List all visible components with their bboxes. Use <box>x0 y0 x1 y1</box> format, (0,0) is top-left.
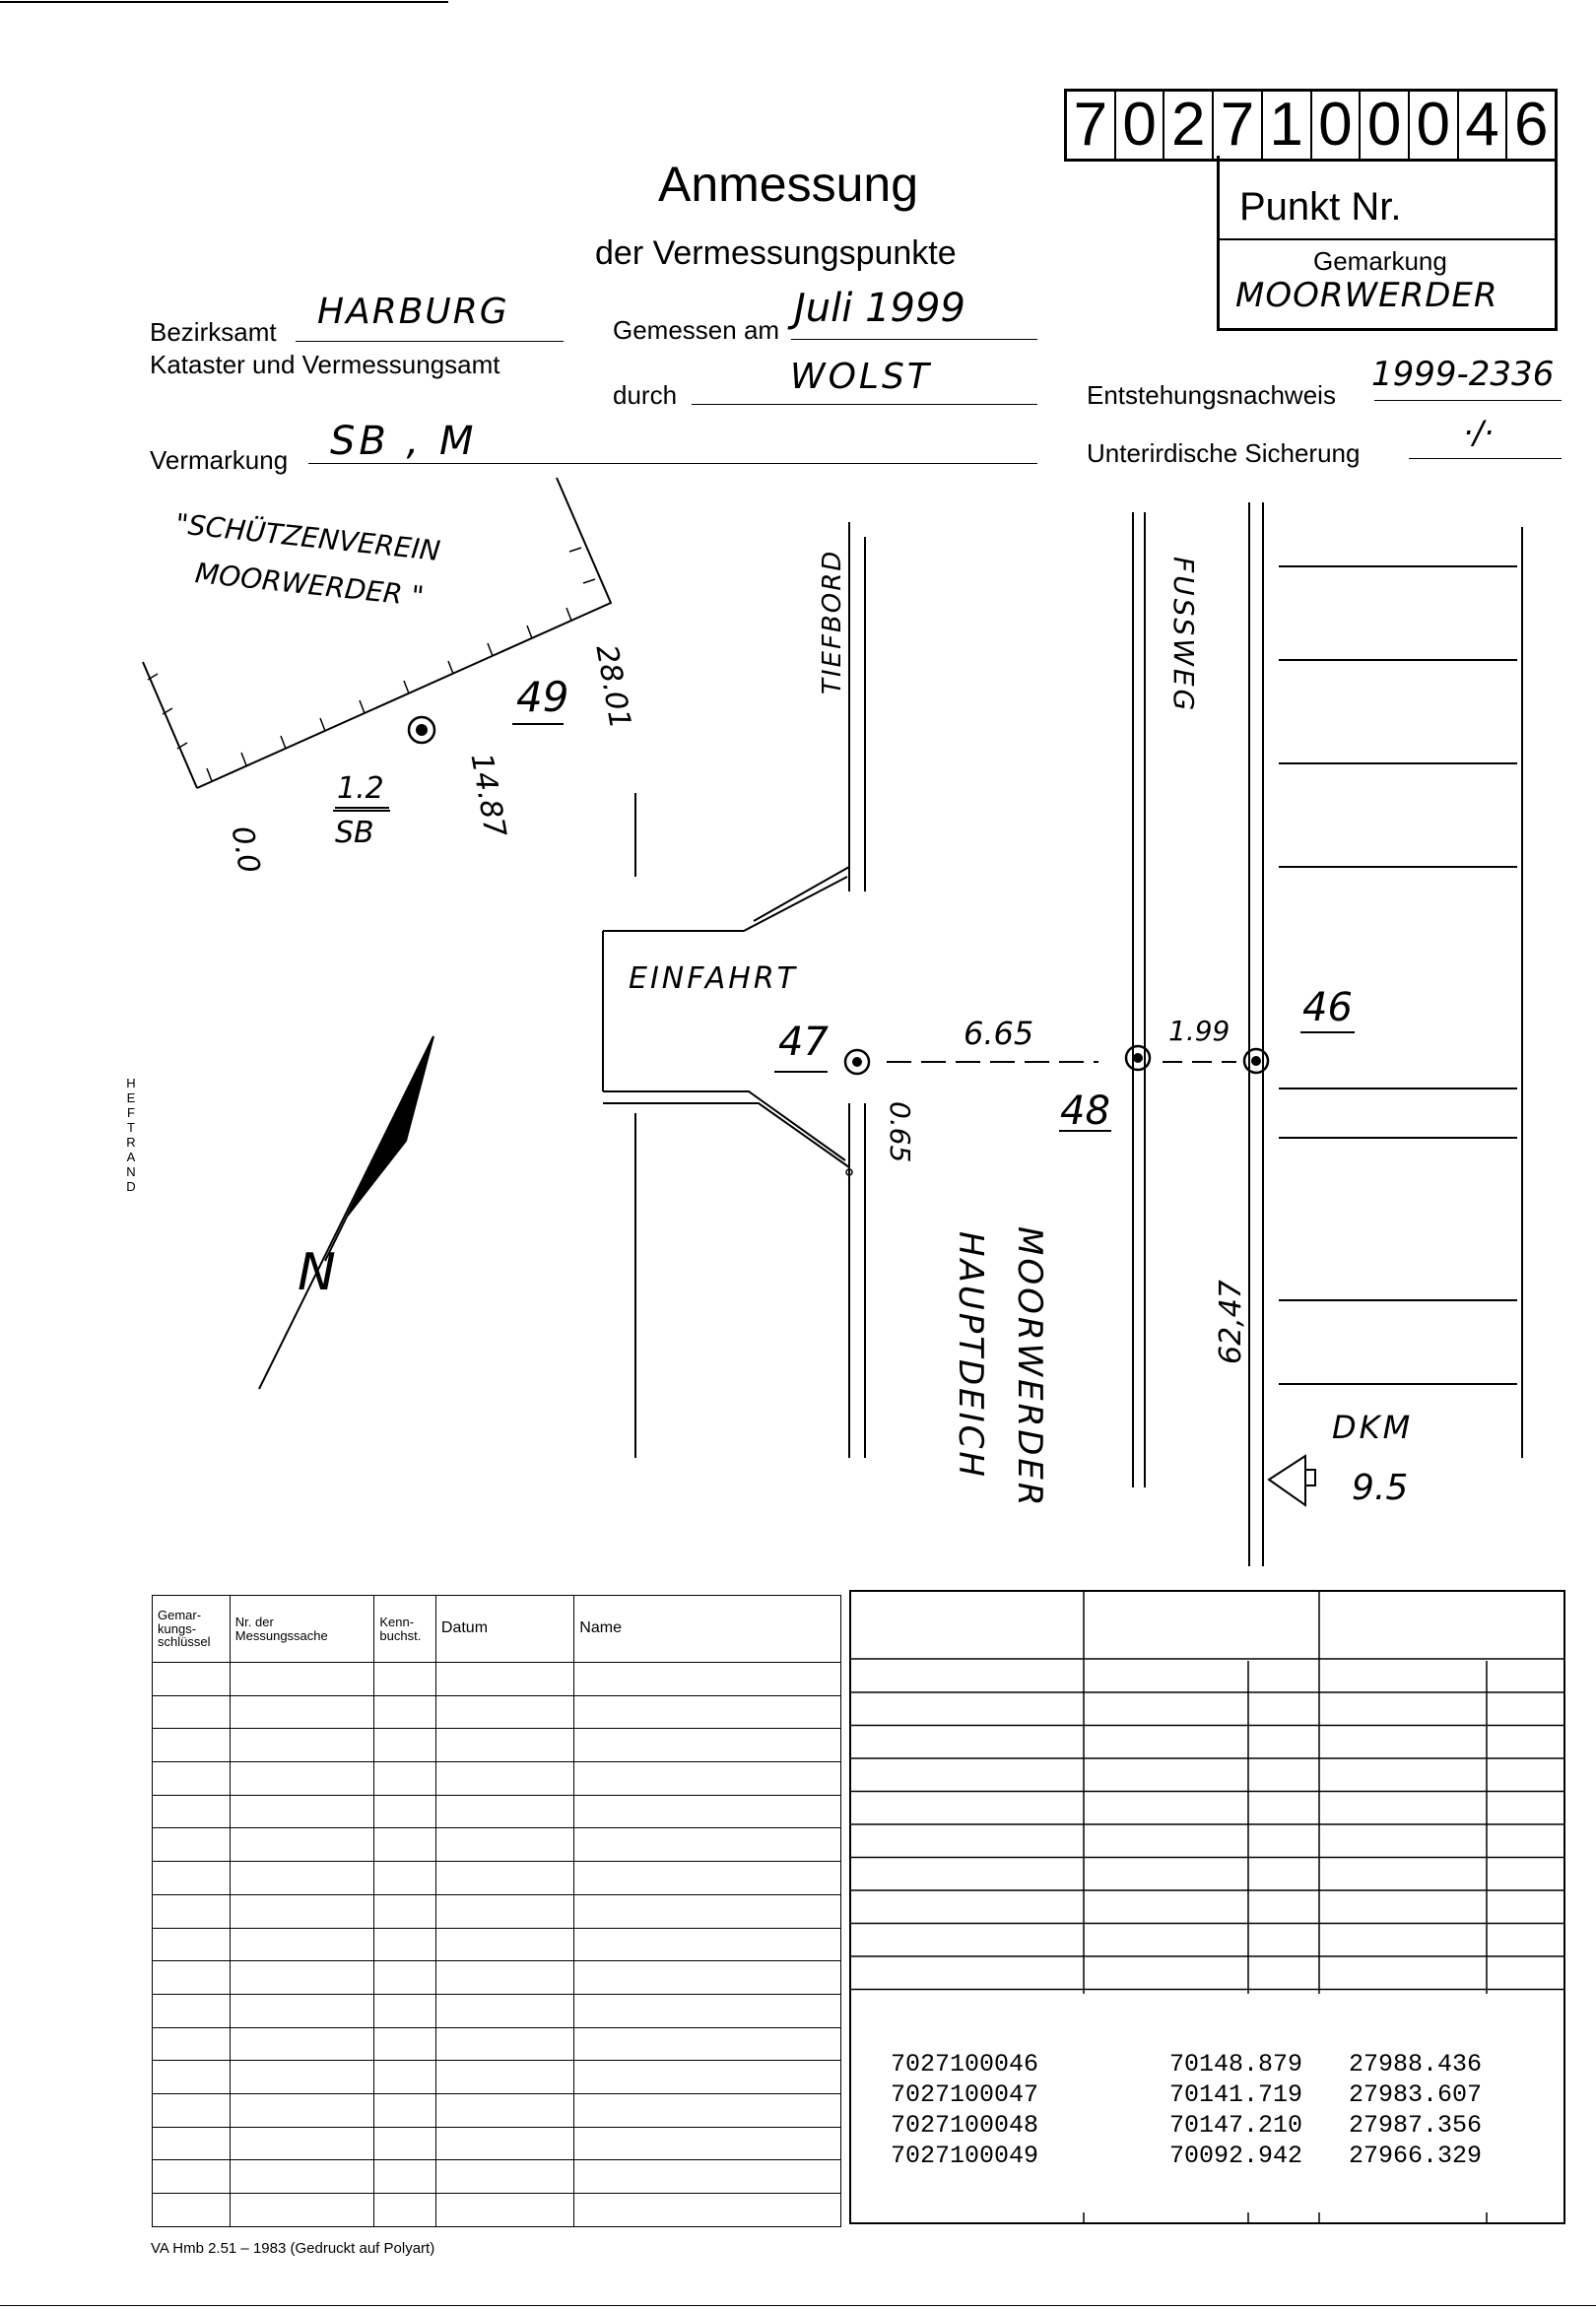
table-cell[interactable] <box>574 2093 841 2127</box>
table-cell[interactable] <box>435 2160 573 2194</box>
verein-label-line2: MOORWERDER " <box>193 557 426 614</box>
coord-x: 70147.210 <box>1169 2111 1303 2140</box>
coord-id: 7027100047 <box>891 2080 1039 2109</box>
entstehung-value: 1999-2336 <box>1371 355 1555 394</box>
bezirksamt-line <box>296 341 564 342</box>
table-cell[interactable] <box>153 1894 231 1928</box>
table-cell[interactable] <box>374 1795 436 1828</box>
gemessen-label: Gemessen am <box>613 315 780 345</box>
punkt-digit: 0 <box>1408 92 1457 159</box>
table-cell[interactable] <box>230 2061 374 2094</box>
dist-1-2: 1.2 <box>337 771 384 806</box>
table-cell[interactable] <box>435 2093 573 2127</box>
table-row <box>153 2160 841 2194</box>
table-cell[interactable] <box>574 1862 841 1895</box>
register-header: Kenn- buchst. <box>374 1596 436 1663</box>
table-cell[interactable] <box>230 1894 374 1928</box>
verein-label-line1: "SCHÜTZENVEREIN <box>173 507 442 568</box>
table-row <box>153 2194 841 2227</box>
table-cell[interactable] <box>574 1928 841 1961</box>
table-cell[interactable] <box>230 1928 374 1961</box>
unterirdisch-line <box>1409 458 1562 459</box>
table-cell[interactable] <box>374 2194 436 2227</box>
table-cell[interactable] <box>435 1729 573 1762</box>
coordinate-row <box>891 2049 1521 2079</box>
table-cell[interactable] <box>230 1994 374 2027</box>
table-cell[interactable] <box>435 1961 573 1995</box>
table-cell[interactable] <box>153 1729 231 1762</box>
register-header: Nr. der Messungssache <box>230 1596 374 1663</box>
property-boundary-left <box>143 662 197 788</box>
coordinate-row <box>891 2141 1521 2171</box>
table-cell[interactable] <box>574 1795 841 1828</box>
table-cell[interactable] <box>230 1795 374 1828</box>
table-cell[interactable] <box>574 1961 841 1995</box>
point-47-label: 47 <box>778 1020 829 1065</box>
gemarkung-label: Gemarkung <box>1313 246 1447 276</box>
dist-0-65: 0.65 <box>884 1101 916 1163</box>
table-cell[interactable] <box>230 2027 374 2061</box>
table-row <box>153 1928 841 1961</box>
register-table <box>152 1595 841 2227</box>
coord-y: 27966.329 <box>1349 2142 1483 2170</box>
table-cell[interactable] <box>374 1894 436 1928</box>
table-cell[interactable] <box>574 1762 841 1796</box>
dkm-value: 9.5 <box>1352 1468 1409 1508</box>
punkt-number-box <box>1064 89 1558 162</box>
durch-line <box>692 404 1037 405</box>
einfahrt-label: EINFAHRT <box>629 961 798 996</box>
gemarkung-value: MOORWERDER <box>1235 276 1498 315</box>
punkt-info-box <box>1217 156 1558 331</box>
table-cell[interactable] <box>374 1862 436 1895</box>
survey-points <box>409 717 1268 1175</box>
table-cell[interactable] <box>435 1994 573 2027</box>
table-cell[interactable] <box>435 2127 573 2160</box>
table-cell[interactable] <box>574 2061 841 2094</box>
table-cell[interactable] <box>153 2160 231 2194</box>
punkt-label: Punkt Nr. <box>1239 185 1402 229</box>
bottom-edge-line <box>0 2305 1596 2306</box>
table-cell[interactable] <box>374 1663 436 1696</box>
punkt-digit: 2 <box>1163 92 1212 159</box>
coordinate-box <box>849 1590 1565 2224</box>
table-cell[interactable] <box>230 1729 374 1762</box>
table-row <box>153 1894 841 1928</box>
durch-value: WOLST <box>790 357 932 397</box>
table-cell[interactable] <box>153 2093 231 2127</box>
point-46-label: 46 <box>1302 985 1353 1030</box>
table-cell[interactable] <box>435 2061 573 2094</box>
table-cell[interactable] <box>374 2093 436 2127</box>
table-cell[interactable] <box>574 1695 841 1729</box>
punkt-digit: 1 <box>1261 92 1310 159</box>
point-49-label: 49 <box>516 673 569 721</box>
coordinate-list <box>891 2049 1521 2171</box>
vermarkung-value: SB , M <box>330 419 478 464</box>
table-cell[interactable] <box>574 1828 841 1862</box>
fussweg-label: FUSSWEG <box>1167 557 1200 714</box>
tiefbord-label: TIEFBORD <box>818 549 847 694</box>
punkt-digit: 6 <box>1505 92 1555 159</box>
table-cell[interactable] <box>435 1795 573 1828</box>
table-row <box>153 2093 841 2127</box>
table-row <box>153 2061 841 2094</box>
bezirksamt-value: HARBURG <box>317 292 509 332</box>
table-cell[interactable] <box>374 2027 436 2061</box>
dist-28-01: 28.01 <box>588 642 637 732</box>
table-cell[interactable] <box>435 1663 573 1696</box>
page-title: Anmessung <box>658 157 919 212</box>
table-cell[interactable] <box>574 2160 841 2194</box>
table-row <box>153 1729 841 1762</box>
table-row <box>153 1762 841 1796</box>
table-cell[interactable] <box>574 2127 841 2160</box>
dist-0-0: 0.0 <box>224 824 267 877</box>
table-cell[interactable] <box>230 2127 374 2160</box>
register-header: Gemar- kungs- schlüssel <box>153 1596 231 1663</box>
punkt-digit: 0 <box>1310 92 1360 159</box>
table-row <box>153 1961 841 1995</box>
table-cell[interactable] <box>435 1862 573 1895</box>
punkt-digit: 7 <box>1073 91 1108 159</box>
north-label: N <box>298 1243 336 1302</box>
table-cell[interactable] <box>574 1663 841 1696</box>
dkm-label: DKM <box>1332 1409 1414 1446</box>
table-cell[interactable] <box>435 1762 573 1796</box>
table-row <box>153 2127 841 2160</box>
table-cell[interactable] <box>574 2194 841 2227</box>
unterirdisch-label: Unterirdische Sicherung <box>1087 438 1361 468</box>
table-cell[interactable] <box>374 2160 436 2194</box>
table-cell[interactable] <box>230 2093 374 2127</box>
table-cell[interactable] <box>230 1695 374 1729</box>
table-cell[interactable] <box>574 1994 841 2027</box>
punkt-digit: 0 <box>1114 92 1164 159</box>
table-cell[interactable] <box>374 1762 436 1796</box>
table-row <box>153 1994 841 2027</box>
dist-1-99: 1.99 <box>1168 1015 1230 1047</box>
table-cell[interactable] <box>374 1828 436 1862</box>
point-48-label: 48 <box>1060 1089 1110 1134</box>
kataster-label: Kataster und Vermessungsamt <box>150 350 500 379</box>
table-cell[interactable] <box>374 2061 436 2094</box>
table-cell[interactable] <box>435 1695 573 1729</box>
table-cell[interactable] <box>230 2160 374 2194</box>
street-label-line1: MOORWERDER <box>1010 1226 1049 1509</box>
coord-id: 7027100048 <box>891 2111 1039 2140</box>
coord-y: 27987.356 <box>1349 2111 1483 2140</box>
table-cell[interactable] <box>230 1828 374 1862</box>
fraction-line <box>333 810 390 812</box>
register-header: Name <box>574 1596 841 1663</box>
table-cell[interactable] <box>435 2194 573 2227</box>
table-cell[interactable] <box>435 1894 573 1928</box>
coord-y: 27983.607 <box>1349 2080 1483 2109</box>
table-cell[interactable] <box>374 1729 436 1762</box>
coordinate-row <box>891 2079 1521 2110</box>
coord-y: 27988.436 <box>1349 2050 1483 2078</box>
table-cell[interactable] <box>374 1961 436 1995</box>
table-cell[interactable] <box>153 1663 231 1696</box>
gemessen-line <box>791 339 1037 340</box>
table-cell[interactable] <box>153 1828 231 1862</box>
table-cell[interactable] <box>374 1928 436 1961</box>
table-cell[interactable] <box>153 2027 231 2061</box>
table-cell[interactable] <box>153 2194 231 2227</box>
heftrand-label: H E F T R A N D <box>126 1076 136 1194</box>
table-row <box>153 2027 841 2061</box>
table-cell[interactable] <box>435 2027 573 2061</box>
table-cell[interactable] <box>153 1994 231 2027</box>
table-cell[interactable] <box>374 1994 436 2027</box>
dist-62-47: 62,47 <box>1214 1280 1248 1364</box>
register-header: Datum <box>435 1596 573 1663</box>
coordinate-row <box>891 2110 1521 2141</box>
table-cell[interactable] <box>153 1695 231 1729</box>
table-cell[interactable] <box>153 1762 231 1796</box>
durch-label: durch <box>613 380 678 410</box>
table-cell[interactable] <box>153 2061 231 2094</box>
street-label-line2: HAUPTDEICH <box>951 1231 990 1480</box>
table-row <box>153 1828 841 1862</box>
punkt-digit: 0 <box>1359 92 1408 159</box>
dist-14-87: 14.87 <box>463 751 512 840</box>
coord-x: 70141.719 <box>1169 2080 1303 2109</box>
punkt-digit: 7 <box>1212 92 1261 159</box>
table-cell[interactable] <box>435 1928 573 1961</box>
table-cell[interactable] <box>374 1695 436 1729</box>
bezirksamt-label: Bezirksamt <box>150 317 277 347</box>
dist-6-65: 6.65 <box>964 1015 1034 1052</box>
table-cell[interactable] <box>230 1663 374 1696</box>
table-cell[interactable] <box>374 2127 436 2160</box>
table-cell[interactable] <box>574 1729 841 1762</box>
coord-id: 7027100049 <box>891 2142 1039 2170</box>
coord-id: 7027100046 <box>891 2050 1039 2078</box>
table-cell[interactable] <box>153 1961 231 1995</box>
table-cell[interactable] <box>230 1762 374 1796</box>
entstehung-label: Entstehungsnachweis <box>1087 380 1336 410</box>
label-sb: SB <box>335 816 374 850</box>
table-cell[interactable] <box>153 1795 231 1828</box>
table-cell[interactable] <box>153 1862 231 1895</box>
table-row <box>153 1695 841 1729</box>
coord-x: 70092.942 <box>1169 2142 1303 2170</box>
table-row <box>153 1795 841 1828</box>
table-cell[interactable] <box>435 1828 573 1862</box>
unterirdisch-value: ·/· <box>1463 414 1495 451</box>
table-cell[interactable] <box>230 1862 374 1895</box>
table-cell[interactable] <box>574 1894 841 1928</box>
coord-x: 70148.879 <box>1169 2050 1303 2078</box>
table-cell[interactable] <box>574 2027 841 2061</box>
punkt-digit: 4 <box>1457 92 1506 159</box>
page-subtitle: der Vermessungspunkte <box>595 234 957 272</box>
table-cell[interactable] <box>230 2194 374 2227</box>
table-cell[interactable] <box>230 1961 374 1995</box>
table-row <box>153 1862 841 1895</box>
vermarkung-label: Vermarkung <box>150 445 289 475</box>
table-row <box>153 1663 841 1696</box>
gemessen-value: Juli 1999 <box>794 286 965 331</box>
entstehung-line <box>1374 400 1562 401</box>
table-cell[interactable] <box>153 1928 231 1961</box>
table-cell[interactable] <box>153 2127 231 2160</box>
form-note: VA Hmb 2.51 – 1983 (Gedruckt auf Polyart) <box>151 2240 435 2257</box>
